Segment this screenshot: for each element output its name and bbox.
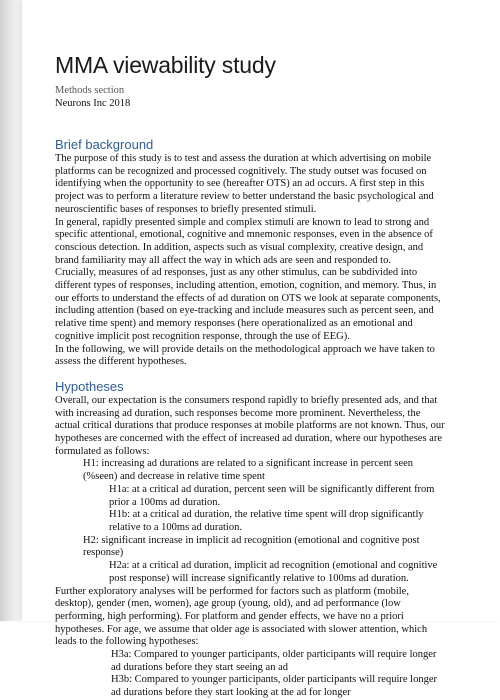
document-page: [22, 0, 500, 699]
background-paragraph: The purpose of this study is to test and assess the duration at which advertising on mobile platforms can be recognized and processed cognitively. The study outset was focused on identifying when the opportunity to see (hereafter OTS) an ad occurs. A first step in this project was to perform a literature review to better understand the basic psychological and neuroscientific bases of responses to briefly presented stimuli.: [55, 153, 434, 215]
section-heading-background: Brief background: [55, 137, 154, 152]
section-heading-hypotheses: Hypotheses: [55, 378, 124, 394]
background-paragraph: In general, rapidly presented simple and complex stimuli are known to lead to strong and specific attentional, emotional, cognitive and mnemonic responses, even in the absence of conscious detection. In addition, aspects such as visual complexity, creative design, and brand familiarity may all affect the way in which ads are seen and responded to.: [55, 216, 433, 266]
hypothesis-h3b: H3b: Compared to younger participants, older participants will require longer ad durations before they start looking at the ad for longer: [111, 674, 437, 699]
hypothesis-h2a: H2a: at a critical ad duration, implicit ad recognition (emotional and cognitive post response) will increase significantly relative to 100ms ad duration.: [109, 560, 438, 584]
hypothesis-h2: H2: significant increase in implicit ad recognition (emotional and cognitive post response): [83, 534, 420, 559]
hypothesis-h1b: H1b: at a critical ad duration, the relative time spent will drop significantly relative to a 100ms ad duration.: [109, 509, 424, 533]
document-organization: Neurons Inc 2018: [55, 98, 131, 109]
hypotheses-intro: Overall, our expectation is the consumers respond rapidly to briefly presented ads, and that with increasing ad duration, such responses become more prominent. Nevertheless, the actual critical durations that produce responses at mobile platforms are not known. Thus, our hypotheses are concerned with the effect of increased ad duration, where our hypotheses are formulated as follows:: [55, 394, 445, 457]
background-paragraph: In the following, we will provide details on the methodological approach we have taken to assess the different hypotheses.: [55, 343, 435, 368]
page-edge-shadow: [0, 0, 22, 621]
document-title: MMA viewability study: [55, 52, 276, 78]
hypothesis-h3a: H3a: Compared to younger participants, older participants will require longer ad durations before they start seeing an ad: [111, 649, 437, 673]
hypothesis-h1: H1: increasing ad durations are related to a significant increase in percent seen (%seen) and decrease in relative time spent: [83, 458, 414, 483]
background-paragraph: Crucially, measures of ad responses, just as any other stimulus, can be subdivided into different types of responses, including attention, emotion, cognition, and memory. Thus, in our efforts to understand the effects of ad duration on OTS we look at separate components, including attention (based on eye-tracking and include measures such as percent seen, and relative time spent) and memory responses (here operationalized as an emotional and cognitive implicit post recognition response, through the use of EEG).: [55, 267, 441, 342]
document-subtitle: Methods section: [55, 85, 125, 96]
hypothesis-h1a: H1a: at a critical ad duration, percent seen will be significantly different from prior a 100ms ad duration.: [109, 483, 435, 508]
hypotheses-further: Further exploratory analyses will be performed for factors such as platform (mobile, desktop), gender (men, women), age group (young, old), and ad performance (low performing, high performing). For platform and gender effects, we have no a priori hypotheses. For age, we assume that older age is associated with slower attention, which leads to the following hypotheses:: [55, 585, 428, 648]
document-content: [55, 50, 445, 700]
